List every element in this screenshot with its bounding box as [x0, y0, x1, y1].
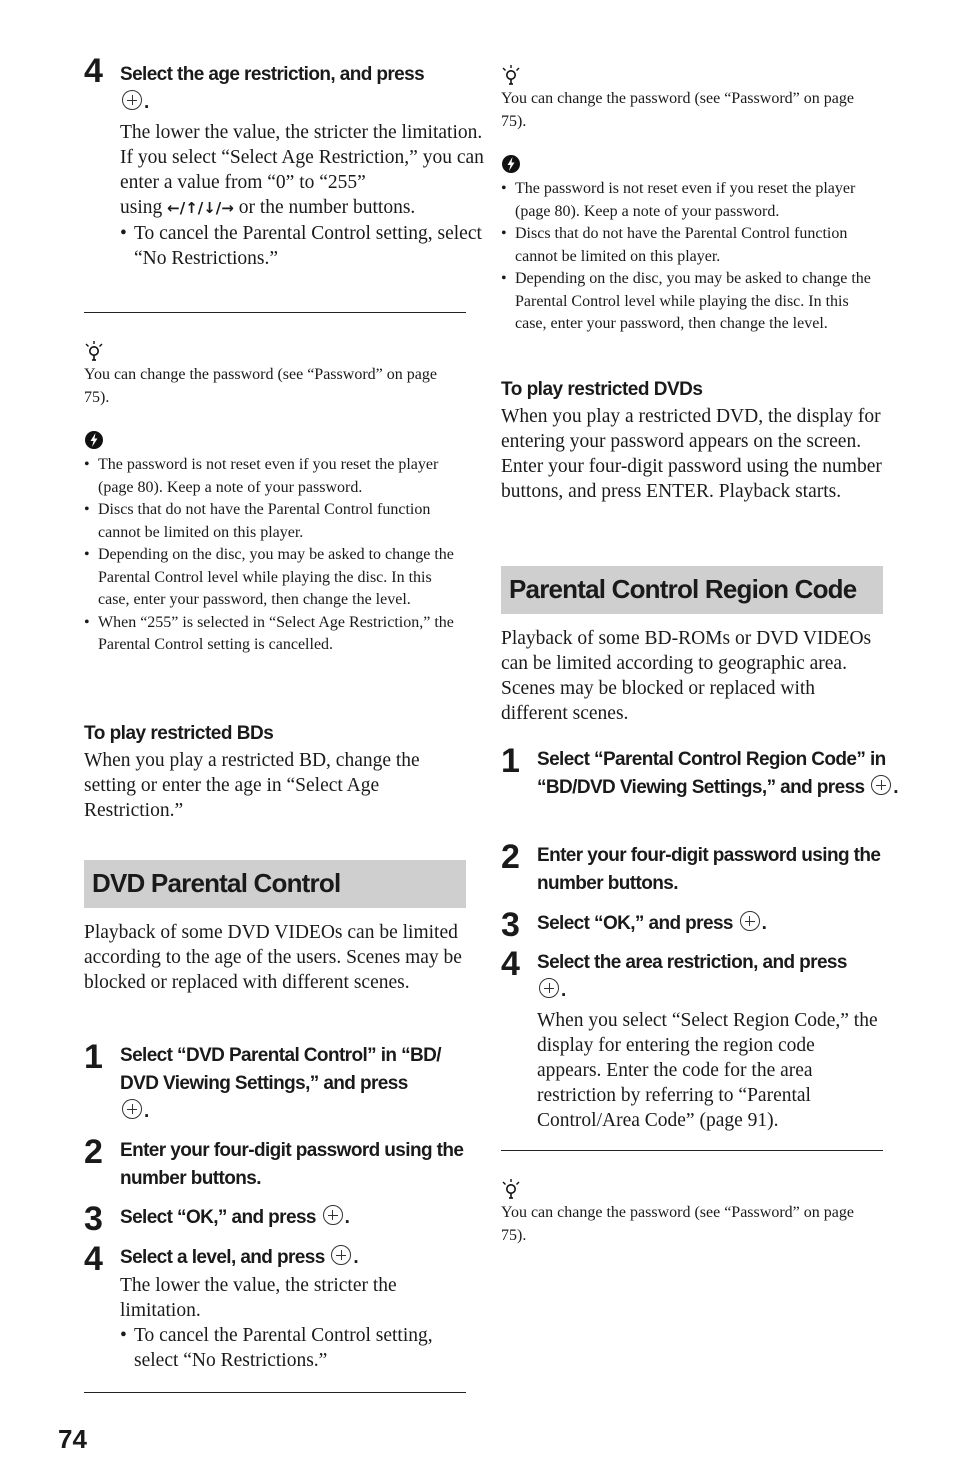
enter-button-icon: [740, 911, 760, 931]
dvd-step-4: [84, 1242, 466, 1373]
region-step-2: [501, 840, 883, 898]
paragraph: When you play a restricted BD, change the setting or enter the age in “Select Age Restriction.”: [84, 750, 420, 821]
step-title: Select a level, and press .: [120, 1247, 359, 1268]
note-box: [84, 430, 466, 657]
note-item: • Discs that do not have the Parental Control function cannot be limited on this player.: [501, 225, 848, 265]
arrow-keys-icon: ←/↑/↓/→: [167, 199, 234, 217]
enter-button-icon: [323, 1205, 343, 1225]
note-list: [501, 178, 883, 336]
step-body-arrows-line: using ←/↑/↓/→ or the number buttons.: [120, 197, 416, 218]
note-item: • Depending on the disc, you may be asked to change the Parental Control level while playing the disc. In this case, enter your password, then change the level.: [84, 546, 454, 608]
section-heading-dvd-parental-control: [84, 860, 466, 908]
section-intro: Playback of some DVD VIDEOs can be limited according to the age of the users. Scenes may be blocked or replaced with different scenes.: [84, 922, 462, 993]
section-heading-region-code: [501, 566, 883, 614]
section-intro: Playback of some BD-ROMs or DVD VIDEOs can be limited according to geographic area. Scenes may be blocked or replaced with different scenes.: [501, 628, 872, 724]
step-bullet: • To cancel the Parental Control setting, select “No Restrictions.”: [120, 1325, 433, 1371]
note-icon: [501, 154, 883, 174]
note-item: • Depending on the disc, you may be asked to change the Parental Control level while playing the disc. In this case, enter your password, then change the level.: [501, 270, 871, 332]
enter-button-icon: [871, 775, 891, 795]
step-4-age-restriction: [84, 52, 502, 271]
step-number: 1: [84, 1038, 103, 1076]
lightbulb-hint-icon: [84, 340, 466, 362]
step-body: The lower the value, the stricter the limitation.: [120, 1275, 397, 1321]
hint-text: You can change the password (see “Password” on page 75).: [501, 1204, 854, 1244]
enter-button-icon: [122, 1099, 142, 1119]
divider: [84, 312, 466, 313]
hint-text: You can change the password (see “Password” on page 75).: [501, 90, 854, 130]
step-body-line: The lower the value, the stricter the limitation.: [120, 122, 483, 143]
step-number: 2: [84, 1133, 103, 1171]
dvd-step-2: [84, 1135, 466, 1193]
hint-text: You can change the password (see “Password” on page 75).: [84, 366, 437, 406]
step-number: 3: [84, 1200, 103, 1238]
note-icon: [84, 430, 466, 450]
dvd-step-1: [84, 1040, 466, 1126]
play-restricted-dvds: [501, 378, 883, 504]
lightbulb-hint-icon: [501, 64, 883, 86]
dvd-step-3: [84, 1200, 466, 1238]
step-number: 3: [501, 906, 520, 944]
enter-button-icon: [122, 90, 142, 110]
subheading: To play restricted BDs: [84, 723, 274, 744]
note-list: [84, 454, 466, 657]
note-item: • When “255” is selected in “Select Age Restriction,” the Parental Control setting is cancelled.: [84, 613, 454, 653]
enter-button-icon: [539, 978, 559, 998]
step-title-end: .: [144, 92, 149, 113]
step-number: 4: [84, 1240, 103, 1278]
hint-box: [84, 340, 466, 409]
note-item: • The password is not reset even if you reset the player (page 80). Keep a note of your password.: [501, 180, 856, 220]
region-step-3: [501, 906, 883, 944]
step-title: Enter your four-digit password using the number buttons.: [120, 1140, 464, 1189]
divider: [501, 1150, 883, 1151]
step-bullet: • To cancel the Parental Control setting, select “No Restrictions.”: [120, 223, 482, 269]
divider: [84, 1392, 466, 1393]
step-title: Select “OK,” and press .: [120, 1207, 350, 1228]
page-number: 74: [58, 1424, 87, 1454]
step-title-text: Select the age restriction, and press: [120, 64, 425, 85]
note-item: • The password is not reset even if you reset the player (page 80). Keep a note of your password.: [84, 456, 439, 496]
step-body: [120, 120, 502, 271]
hint-box: [501, 1178, 883, 1247]
step-title: [120, 58, 502, 117]
region-step-1: [501, 744, 919, 802]
note-item: • Discs that do not have the Parental Control function cannot be limited on this player.: [84, 501, 431, 541]
section-title: DVD Parental Control: [92, 868, 341, 898]
play-restricted-bds: [84, 722, 466, 823]
step-body-line: If you select “Select Age Restriction,” you can enter a value from “0” to “255”: [120, 147, 484, 193]
note-box: [501, 154, 883, 336]
step-title: Select “DVD Parental Control” in “BD/ DVD Viewing Settings,” and press .: [120, 1045, 441, 1122]
step-number: 1: [501, 742, 520, 780]
step-body: When you select “Select Region Code,” the display for entering the region code appears. Enter the code for the area restriction by referring to “Parental Control/Area Code” (page 91).: [537, 1010, 878, 1131]
paragraph: When you play a restricted DVD, the display for entering your password appears on the screen. Enter your four-digit password using the number buttons, and press ENTER. Playback starts.: [501, 406, 882, 502]
step-title: Select “Parental Control Region Code” in “BD/DVD Viewing Settings,” and press .: [537, 749, 898, 798]
hint-box: [501, 64, 883, 133]
step-number: 4: [501, 945, 520, 983]
step-title: Select the area restriction, and press .: [537, 952, 847, 1001]
section-title: Parental Control Region Code: [509, 574, 857, 604]
enter-button-icon: [331, 1245, 351, 1265]
lightbulb-hint-icon: [501, 1178, 883, 1200]
step-number: 4: [84, 52, 103, 90]
subheading: To play restricted DVDs: [501, 379, 703, 400]
step-title: Enter your four-digit password using the number buttons.: [537, 845, 881, 894]
region-step-4: [501, 947, 883, 1133]
step-number: 2: [501, 838, 520, 876]
step-title: Select “OK,” and press .: [537, 913, 767, 934]
